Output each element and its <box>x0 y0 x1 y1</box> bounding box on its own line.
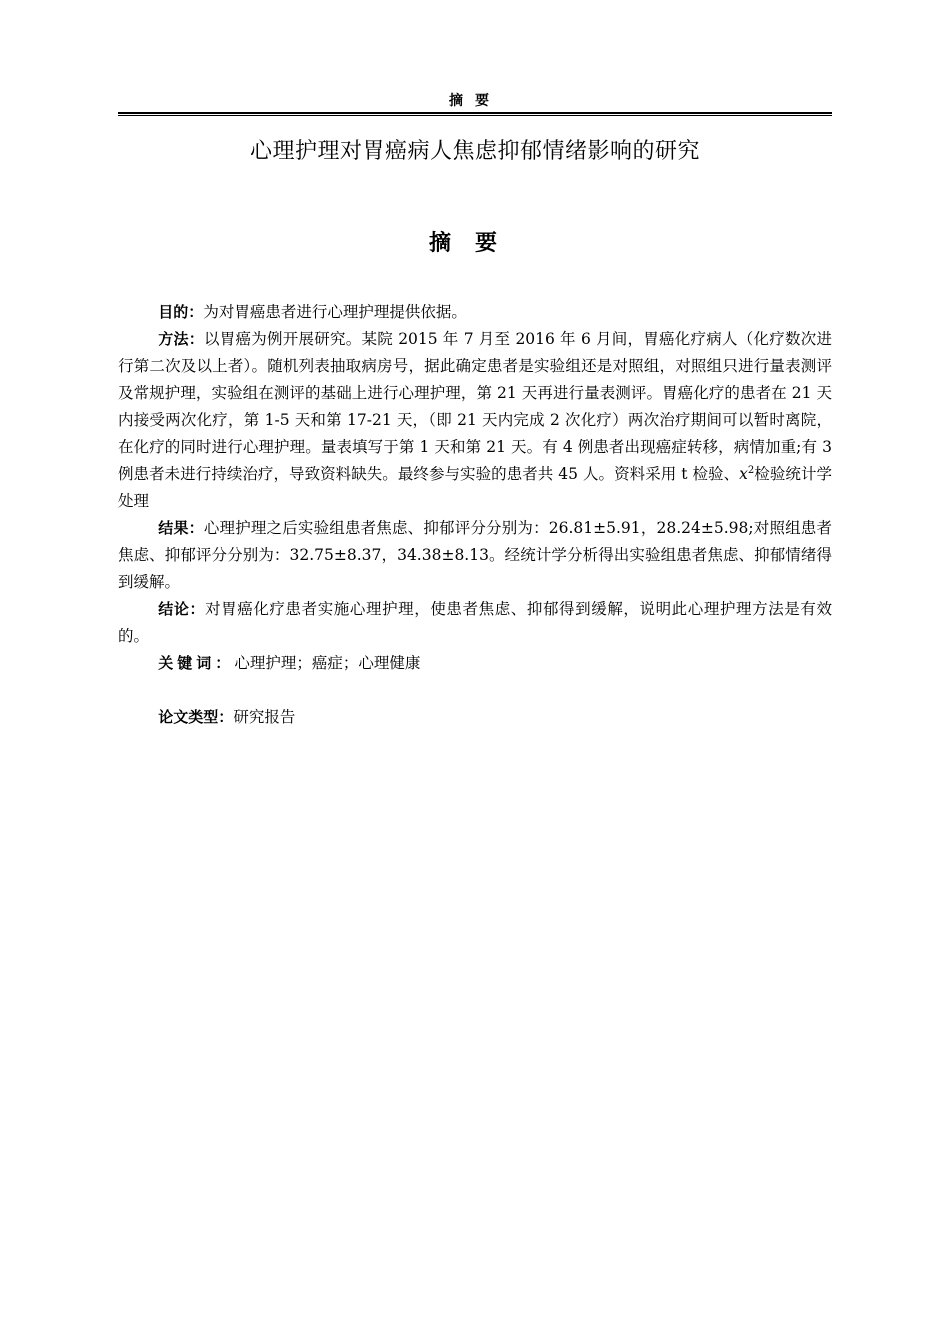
objective-paragraph <box>118 299 832 326</box>
header-rule-thick <box>118 112 832 114</box>
spacer <box>118 677 832 704</box>
objective-label: 目的： <box>158 303 204 321</box>
results-paragraph <box>118 515 832 596</box>
keywords-label: 关键词： <box>158 654 235 672</box>
keywords-text: 心理护理；癌症；心理健康 <box>234 654 421 672</box>
abstract-body <box>118 299 832 731</box>
methods-label: 方法： <box>158 330 205 348</box>
running-header: 摘要 <box>449 93 501 109</box>
results-label: 结果： <box>158 519 204 537</box>
conclusion-text: 对胃癌化疗患者实施心理护理，使患者焦虑、抑郁得到缓解，说明此心理护理方法是有效的。 <box>118 600 832 645</box>
results-text: 心理护理之后实验组患者焦虑、抑郁评分分别为：26.81±5.91，28.24±5.98;对照组患者焦虑、抑郁评分分别为：32.75±8.37，34.38±8.13。经统计学分析得出实验组患者焦虑、抑郁情绪得到缓解。 <box>118 519 832 591</box>
methods-paragraph <box>118 326 832 515</box>
keywords-paragraph <box>118 650 832 677</box>
header-rule-thin <box>118 115 832 116</box>
chi-square-exponent: 2 <box>747 464 755 476</box>
paper-type-text: 研究报告 <box>233 708 296 726</box>
chi-square-symbol: x <box>739 465 748 483</box>
paper-type-paragraph <box>118 704 832 731</box>
methods-text: 以胃癌为例开展研究。某院 2015 年 7 月至 2016 年 6 月间，胃癌化疗病人（化疗数次进行第二次及以上者）。随机列表抽取病房号，据此确定患者是实验组还是对照组，对照组只进行量表测评及常规护理，实验组在测评的基础上进行心理护理，第 21 天再进行量表测评。胃癌化疗的患者在 21 天内接受两次化疗，第 1-5 天和第 17-21 天，（即 21 天内完成 2 次化疗）两次治疗期间可以暂时离院，在化疗的同时进行心理护理。量表填写于第 1 天和第 21 天。有 4 例患者出现癌症转移，病情加重;有 3 例患者未进行持续治疗，导致资料缺失。最终参与实验的患者共 45 人。资料采用 t 检验、 <box>118 330 832 483</box>
methods-text-end: 检验统计学处理 <box>118 465 832 510</box>
conclusion-paragraph <box>118 596 832 650</box>
abstract-heading: 摘要 <box>428 231 521 256</box>
conclusion-label: 结论： <box>158 600 206 618</box>
paper-title: 心理护理对胃癌病人焦虑抑郁情绪影响的研究 <box>249 139 700 164</box>
objective-text: 为对胃癌患者进行心理护理提供依据。 <box>203 303 467 321</box>
paper-type-label: 论文类型： <box>158 708 234 726</box>
